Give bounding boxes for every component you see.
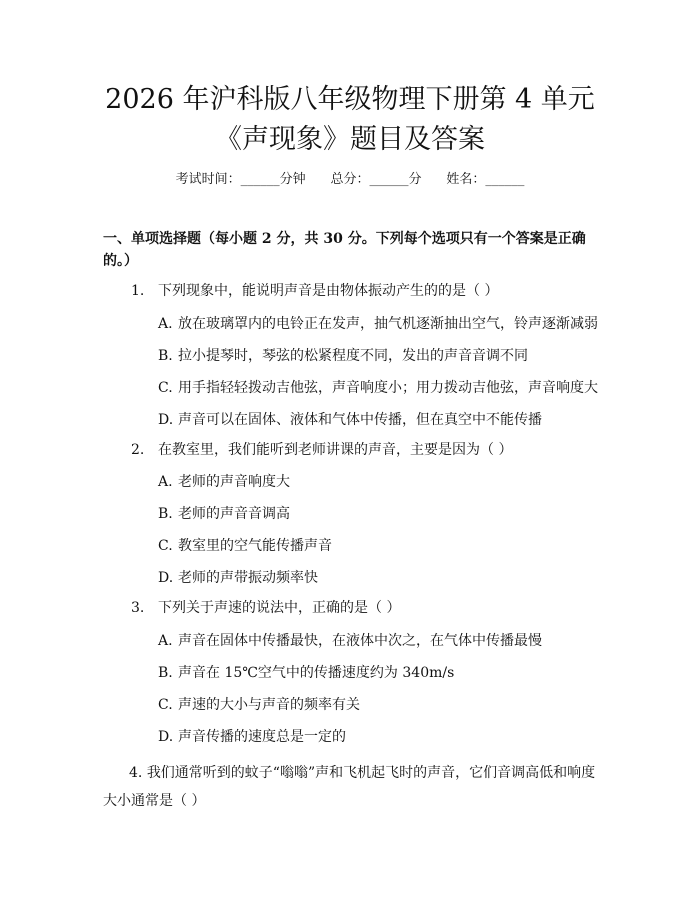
option-text: 用手指轻轻拨动吉他弦，声音响度小；用力拨动吉他弦，声音响度大 [178, 380, 598, 396]
q1-option-b [158, 345, 528, 367]
q3-option-a [158, 630, 542, 652]
option-letter: B. [158, 348, 173, 364]
option-text: 声音传播的速度总是一定的 [178, 729, 346, 745]
option-letter: D. [158, 570, 174, 586]
time-label: 考试时间： [175, 172, 241, 187]
q1-option-d [158, 409, 542, 431]
q2-option-c [158, 535, 332, 557]
option-letter: A. [158, 316, 173, 332]
q1-option-c [158, 377, 598, 399]
q1-option-a [158, 313, 598, 335]
question-number: 3. [131, 600, 145, 616]
option-letter: C. [158, 380, 173, 396]
question-number: 4. [129, 765, 143, 781]
q3-option-d [158, 726, 346, 748]
name-blank: ______ [485, 172, 525, 187]
option-letter: A. [158, 474, 173, 490]
option-text: 声音在 15℃空气中的传播速度约为 340m/s [178, 665, 455, 681]
score-unit: 分 [408, 172, 422, 187]
option-text: 老师的声音响度大 [178, 474, 290, 490]
question-number: 2. [131, 442, 145, 458]
exam-info-line [0, 168, 700, 187]
question-stem: 我们通常听到的蚊子“嗡嗡”声和飞机起飞时的声音，它们音调高低和响度大小通常是（ ） [103, 765, 596, 809]
option-letter: D. [158, 412, 174, 428]
q2-option-a [158, 471, 290, 493]
q3-option-c [158, 694, 360, 716]
time-unit: 分钟 [279, 172, 306, 187]
option-text: 放在玻璃罩内的电铃正在发声，抽气机逐渐抽出空气，铃声逐渐减弱 [178, 316, 598, 332]
q3-option-b [158, 662, 454, 684]
q2-option-b [158, 503, 290, 525]
question-3 [131, 597, 641, 619]
name-label: 姓名： [446, 172, 486, 187]
time-blank: ______ [240, 172, 280, 187]
option-text: 声速的大小与声音的频率有关 [178, 697, 360, 713]
document-title: 2026 年沪科版八年级物理下册第 4 单元《声现象》题目及答案 [105, 84, 595, 155]
question-2 [131, 439, 641, 461]
option-letter: A. [158, 633, 173, 649]
question-stem: 下列现象中，能说明声音是由物体振动产生的的是（ ） [158, 283, 499, 299]
question-4 [103, 759, 603, 815]
question-stem: 在教室里，我们能听到老师讲课的声音，主要是因为（ ） [158, 442, 513, 458]
option-text: 拉小提琴时，琴弦的松紧程度不同，发出的声音音调不同 [178, 348, 528, 364]
option-letter: D. [158, 729, 174, 745]
option-letter: B. [158, 506, 173, 522]
question-number: 1. [131, 283, 145, 299]
option-letter: C. [158, 538, 173, 554]
q2-option-d [158, 567, 318, 589]
section-heading: 一、单项选择题（每小题 2 分，共 30 分。下列每个选项只有一个答案是正确的。） [103, 231, 586, 269]
score-blank: ______ [369, 172, 409, 187]
option-letter: C. [158, 697, 173, 713]
option-text: 声音在固体中传播最快，在液体中次之，在气体中传播最慢 [178, 633, 542, 649]
option-text: 教室里的空气能传播声音 [178, 538, 332, 554]
option-letter: B. [158, 665, 173, 681]
option-text: 老师的声带振动频率快 [178, 570, 318, 586]
score-label: 总分： [330, 172, 370, 187]
question-1 [131, 280, 641, 302]
option-text: 声音可以在固体、液体和气体中传播，但在真空中不能传播 [178, 412, 542, 428]
question-stem: 下列关于声速的说法中，正确的是（ ） [158, 600, 401, 616]
option-text: 老师的声音音调高 [178, 506, 290, 522]
